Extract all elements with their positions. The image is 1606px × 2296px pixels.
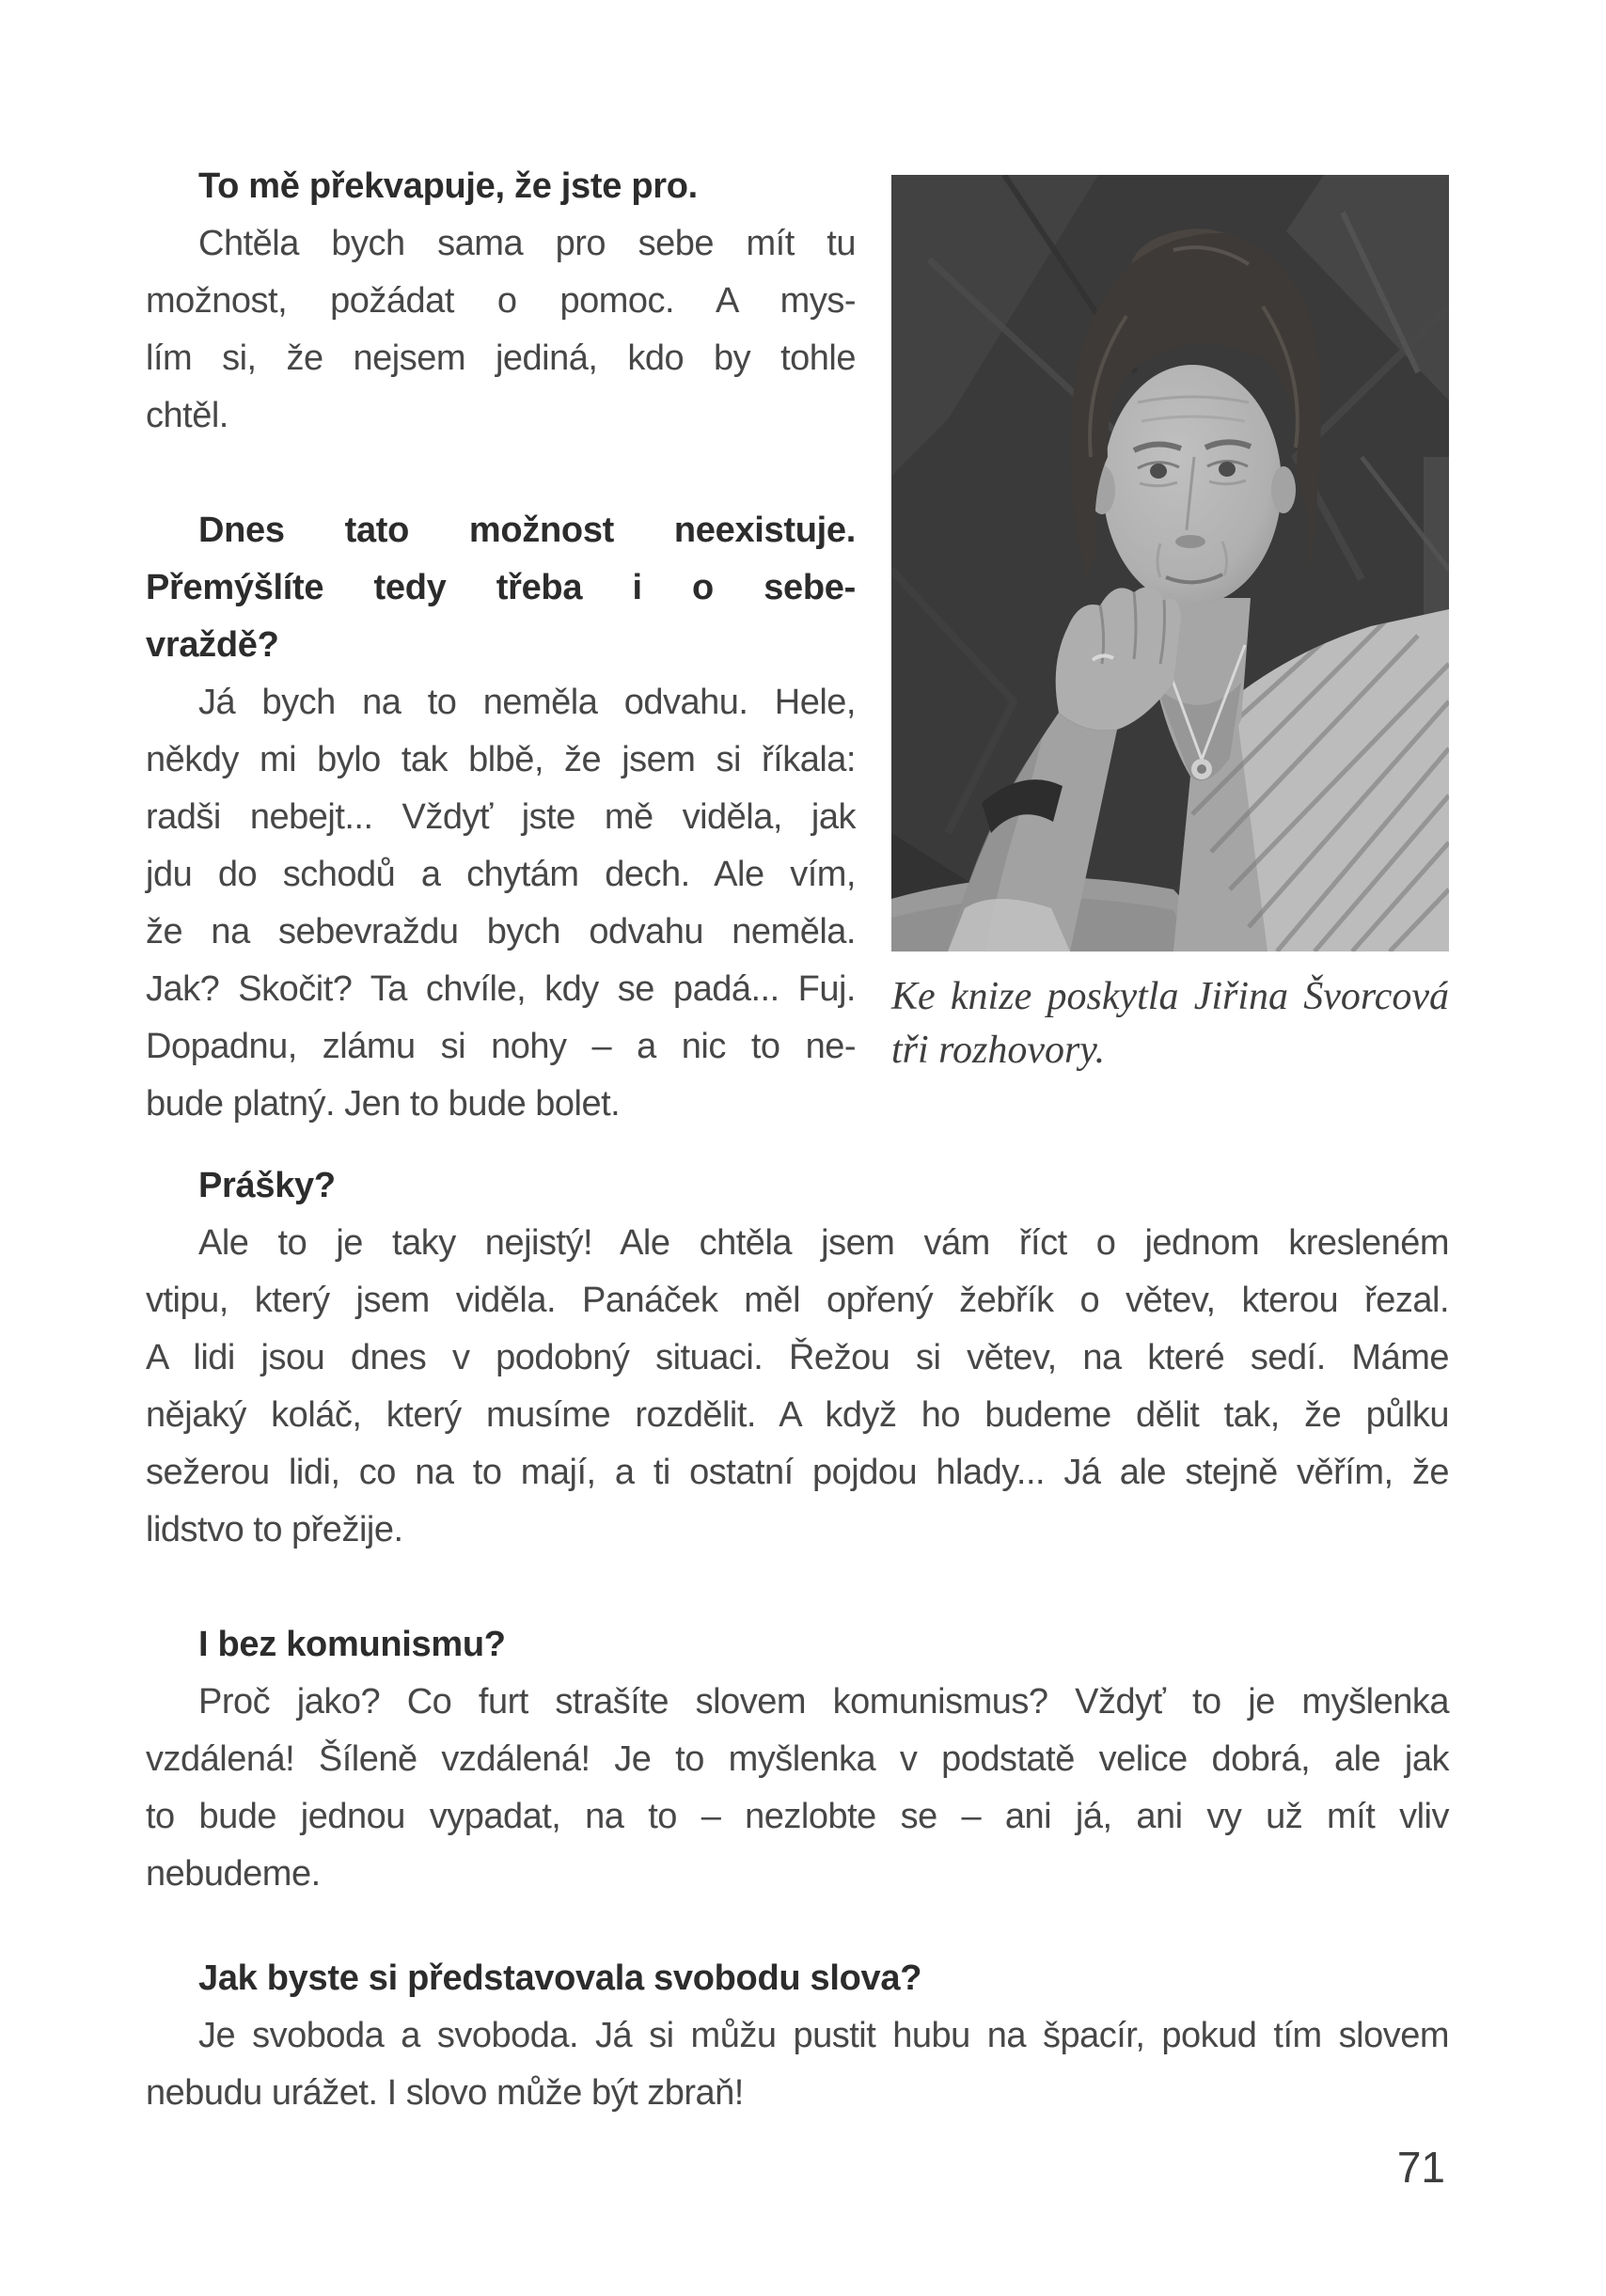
text-line: Prášky? [198,1166,336,1205]
text-line: Ke knize poskytla Jiřina Švorcová [891,975,1449,1018]
text-line: chtěl. [146,396,228,435]
section-heading-surprise [146,158,856,215]
text-line: někdy mi bylo tak blbě, že jsem si říkala: [146,740,856,779]
text-line: Jak byste si představovala svobodu slova? [198,1958,922,1998]
text-line: Dopadnu, zlámu si nohy – a nic to ne- [146,1027,856,1066]
text-line: nebudu urážet. I slovo může být zbraň! [146,2073,744,2113]
section-heading-pills [146,1157,1449,1215]
text-line: jdu do schodů a chytám dech. Ale vím, [146,855,856,894]
text-line: radši nebejt... Vždyť jste mě viděla, jak [146,797,856,837]
portrait-photo [891,175,1449,951]
section-heading-communism [146,1616,1449,1674]
photo-column [891,158,1449,1133]
section-paragraph-freedom-of-speech [146,2007,1449,2122]
text-line: to bude jednou vypadat, na to – nezlobte se – ani já, ani vy už mít vliv [146,1797,1449,1836]
text-line: To mě překvapuje, že jste pro. [198,166,698,206]
text-line: I bez komunismu? [198,1625,506,1664]
section-paragraph-pills [146,1215,1449,1559]
text-line: sežerou lidi, co na to mají, a ti ostatní pojdou hlady... Já ale stejně věřím, že [146,1453,1449,1492]
text-line: Jak? Skočit? Ta chvíle, kdy se padá... Fuj. [146,969,856,1009]
section-heading-suicide-question [146,502,856,674]
page-content [146,158,1449,2122]
text-line: Já bych na to neměla odvahu. Hele, [198,683,856,722]
text-line: Je svoboda a svoboda. Já si můžu pustit hubu na špacír, pokud tím slovem [198,2016,1449,2055]
text-line: tři rozhovory. [891,1029,1106,1072]
text-line: Dnes tato možnost neexistuje. [198,511,856,550]
section-heading-freedom-of-speech [146,1950,1449,2007]
text-line: nějaký koláč, který musíme rozdělit. A když ho budeme dělit tak, že půlku [146,1395,1449,1435]
text-line: vtipu, který jsem viděla. Panáček měl opřený žebřík o větev, kterou řezal. [146,1281,1449,1320]
text-line: Ale to je taky nejistý! Ale chtěla jsem vám říct o jednom kresleném [198,1223,1449,1263]
text-line: A lidi jsou dnes v podobný situaci. Řežou si větev, na které sedí. Máme [146,1338,1449,1377]
section-paragraph-surprise [146,215,856,445]
text-line: bude platný. Jen to bude bolet. [146,1084,621,1124]
photo-caption [891,970,1449,1077]
text-line: lidstvo to přežije. [146,1510,403,1549]
section-paragraph-suicide-answer [146,674,856,1133]
page-number: 71 [1396,2143,1445,2192]
text-line: nebudeme. [146,1854,321,1894]
left-text-column [146,158,856,1133]
full-width-region [146,1157,1449,2122]
text-line: že na sebevraždu bych odvahu neměla. [146,912,856,951]
text-line: možnost, požádat o pomoc. A mys- [146,281,856,321]
text-line: Chtěla bych sama pro sebe mít tu [198,224,856,263]
text-line: vzdálená! Šíleně vzdálená! Je to myšlenka v podstatě velice dobrá, ale jak [146,1739,1449,1779]
text-line: lím si, že nejsem jediná, kdo by tohle [146,338,856,378]
text-line: Proč jako? Co furt strašíte slovem komunismus? Vždyť to je myšlenka [198,1682,1449,1722]
text-line: vraždě? [146,625,279,665]
text-line: Přemýšlíte tedy třeba i o sebe- [146,568,856,607]
two-column-region [146,158,1449,1133]
section-paragraph-communism [146,1674,1449,1903]
portrait-photo-illustration [891,175,1449,951]
